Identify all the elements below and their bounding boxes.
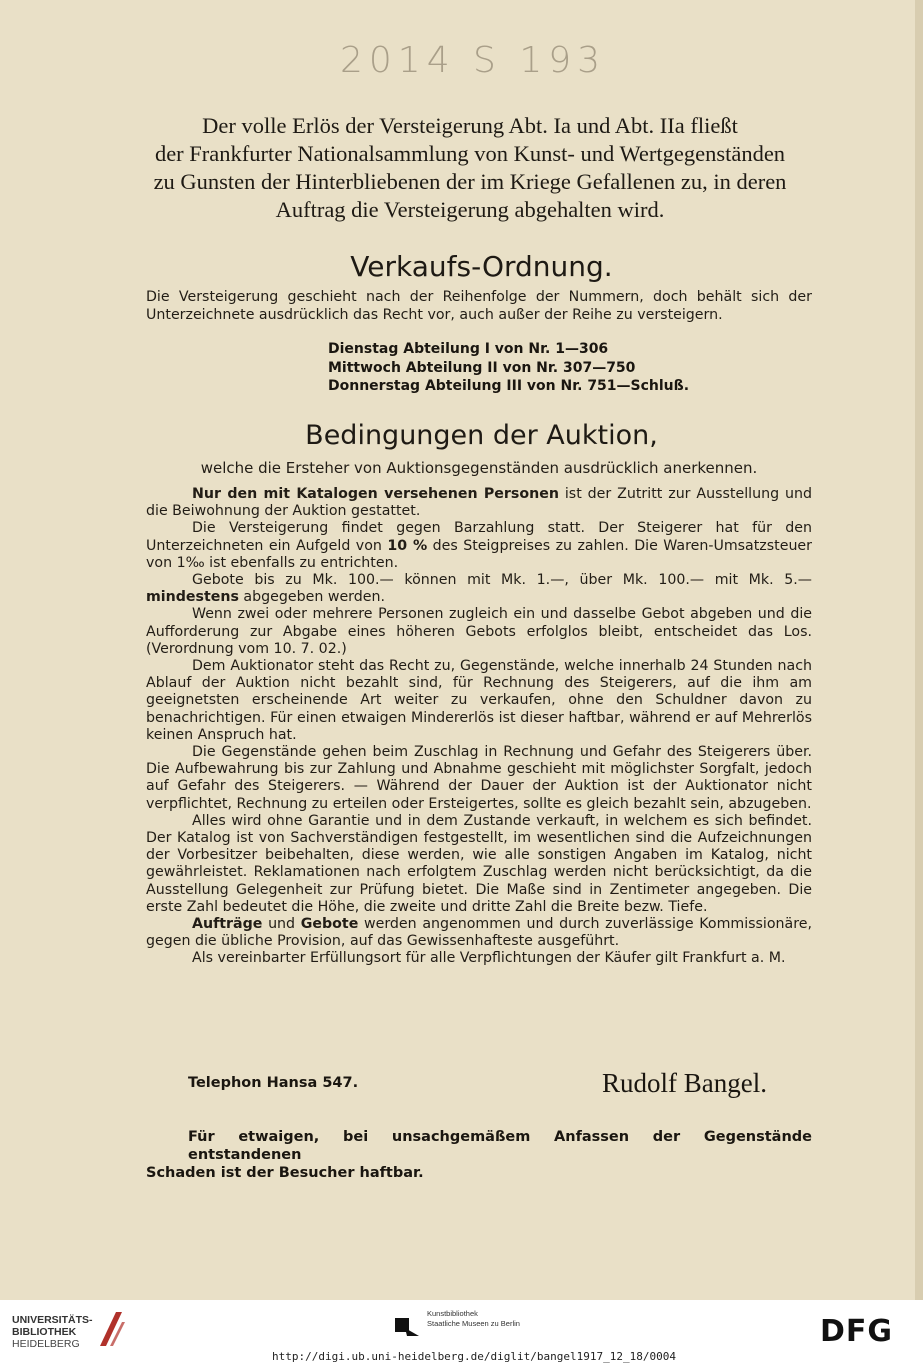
condition-emphasis: 10 % — [387, 537, 428, 554]
bedingungen-heading: Bedingungen der Auktion, — [305, 420, 658, 451]
condition-paragraph: Alles wird ohne Garantie und in dem Zustande verkauft, in welchem es sich befindet. Der Katalog ist von Sachverständigen festgestellt, im wesentlichen sind die Aufzeichnungen der Vorbesitzer beibehalten, diese werden, wie alle sonstigen Angaben im Katalog, nicht gewährleistet. Reklamationen nach erfolgtem Zuschlag werden nicht berücksichtigt, da die Ausstellung Gelegenheit zur Prüfung bietet. Die Maße sind in Zentimeter angegeben. Die erste Zahl bedeutet die Höhe, die zweite und dritte Zahl die Breite bezw. Tiefe. — [146, 812, 812, 915]
permalink-url[interactable]: http://digi.ub.uni-heidelberg.de/diglit/bangel1917_12_18/0004 — [272, 1350, 676, 1363]
verkaufs-ordnung-text: Die Versteigerung geschieht nach der Reihenfolge der Nummern, doch behält sich der Unterzeichnete ausdrücklich das Recht vor, auch außer der Reihe zu versteigern. — [146, 289, 812, 323]
condition-text: ist der Zutritt zur Ausstellung und die Beiwohnung der Auktion gestattet. — [146, 486, 812, 520]
intro-line: der Frankfurter Nationalsammlung von Kunst- und Wertgegenständen — [154, 141, 786, 166]
auction-schedule — [328, 340, 689, 396]
kunstbibliothek-icon — [395, 1318, 421, 1338]
schedule-line: Mittwoch Abteilung II von Nr. 307—750 — [328, 359, 636, 376]
schedule-line: Donnerstag Abteilung III von Nr. 751—Schluß. — [328, 378, 690, 394]
kunstbibliothek-logo — [427, 1309, 520, 1329]
notice-line: Schaden ist der Besucher haftbar. — [146, 1165, 424, 1181]
notice-line: Für etwaigen, bei unsachgemäßem Anfassen der Gegenstände entstandenen — [188, 1129, 812, 1163]
condition-emphasis: mindestens — [146, 589, 239, 606]
library-emblem-icon — [96, 1310, 126, 1348]
condition-paragraph: Dem Auktionator steht das Recht zu, Gegenstände, welche innerhalb 24 Stunden nach Ablauf der Auktion nicht bezahlt sind, für Rechnung des Steigerers, auf die ihm am geeignetsten erscheinende Art weiter zu verkaufen, ohne den Schuldner davon zu benachrichtigen. Für einen etwaigen Mindererlös ist dieser haftbar, während er auf Mehrerlös keinen Anspruch hat. — [146, 658, 812, 743]
condition-paragraph — [146, 520, 812, 572]
condition-paragraph: Als vereinbarter Erfüllungsort für alle Verpflichtungen der Käufer gilt Frankfurt a. M. — [192, 950, 786, 967]
intro-line: zu Gunsten der Hinterbliebenen der im Kriege Gefallenen zu, in deren — [153, 169, 787, 194]
intro-line: Auftrag die Versteigerung abgehalten wird. — [275, 197, 665, 222]
kb-line: Kunstbibliothek — [427, 1309, 478, 1318]
library-line: UNIVERSITÄTS- — [12, 1314, 93, 1326]
auction-conditions — [146, 486, 812, 968]
condition-text: und — [262, 916, 301, 933]
condition-emphasis: Gebote — [300, 916, 359, 933]
condition-text: abgegeben werden. — [238, 589, 385, 606]
university-library-logo — [12, 1314, 93, 1350]
condition-emphasis: Nur den mit Katalogen versehenen Personen — [192, 486, 559, 502]
signature-row — [146, 1068, 812, 1098]
dfg-logo: DFG — [820, 1314, 894, 1349]
intro-paragraph — [120, 112, 820, 224]
schedule-line: Dienstag Abteilung I von Nr. 1—306 — [328, 341, 609, 357]
bedingungen-subtitle: welche die Ersteher von Auktionsgegenständen ausdrücklich anerkennen. — [200, 459, 758, 477]
condition-text: werden angenommen und durch zuverlässige Kommissionäre, gegen die übliche Provision, auf das Gewissenhafteste ausgeführt. — [146, 916, 813, 950]
condition-paragraph: Die Gegenstände gehen beim Zuschlag in Rechnung und Gefahr des Steigerers über. Die Aufbewahrung bis zur Zahlung und Abnahme geschieht mit möglichster Sorgfalt, jedoch auf Gefahr des Steigerers. — Während der Dauer der Auktion ist der Auktionator nicht verpflichtet, Rechnung zu erteilen oder Ersteigertes, sollte es gleich bezahlt sein, abzugeben. — [146, 744, 812, 812]
condition-paragraph — [146, 916, 812, 950]
telephone-number: Telephon Hansa 547. — [188, 1075, 359, 1091]
condition-paragraph — [146, 486, 812, 520]
condition-paragraph — [146, 572, 812, 606]
kb-line: Staatliche Museen zu Berlin — [427, 1319, 520, 1328]
condition-emphasis: Aufträge — [192, 916, 263, 933]
page-edge — [915, 0, 923, 1300]
condition-paragraph: Wenn zwei oder mehrere Personen zugleich ein und dasselbe Gebot abgeben und die Aufforderung zur Abgabe eines höheren Gebots erfolglos bleibt, entscheidet das Los. (Verordnung vom 10. 7. 02.) — [146, 606, 812, 657]
library-line: HEIDELBERG — [12, 1338, 80, 1350]
pencil-shelfmark: 2014 S 193 — [340, 40, 607, 81]
liability-notice — [146, 1128, 812, 1182]
verkaufs-ordnung-heading: Verkaufs-Ordnung. — [350, 250, 613, 283]
condition-text: Die Versteigerung findet gegen Barzahlung statt. Der Steigerer hat für den Unterzeichneten ein Aufgeld von — [146, 520, 812, 554]
library-line: BIBLIOTHEK — [12, 1326, 77, 1338]
auctioneer-signature: Rudolf Bangel. — [602, 1068, 767, 1098]
condition-text: Gebote bis zu Mk. 100.— können mit Mk. 1.—, über Mk. 100.— mit Mk. 5.— — [192, 572, 812, 589]
intro-line: Der volle Erlös der Versteigerung Abt. Ia und Abt. IIa fließt — [202, 113, 738, 138]
condition-text: des Steigpreises zu zahlen. Die Waren-Umsatzsteuer von 1‰ ist ebenfalls zu entrichten. — [146, 537, 812, 571]
